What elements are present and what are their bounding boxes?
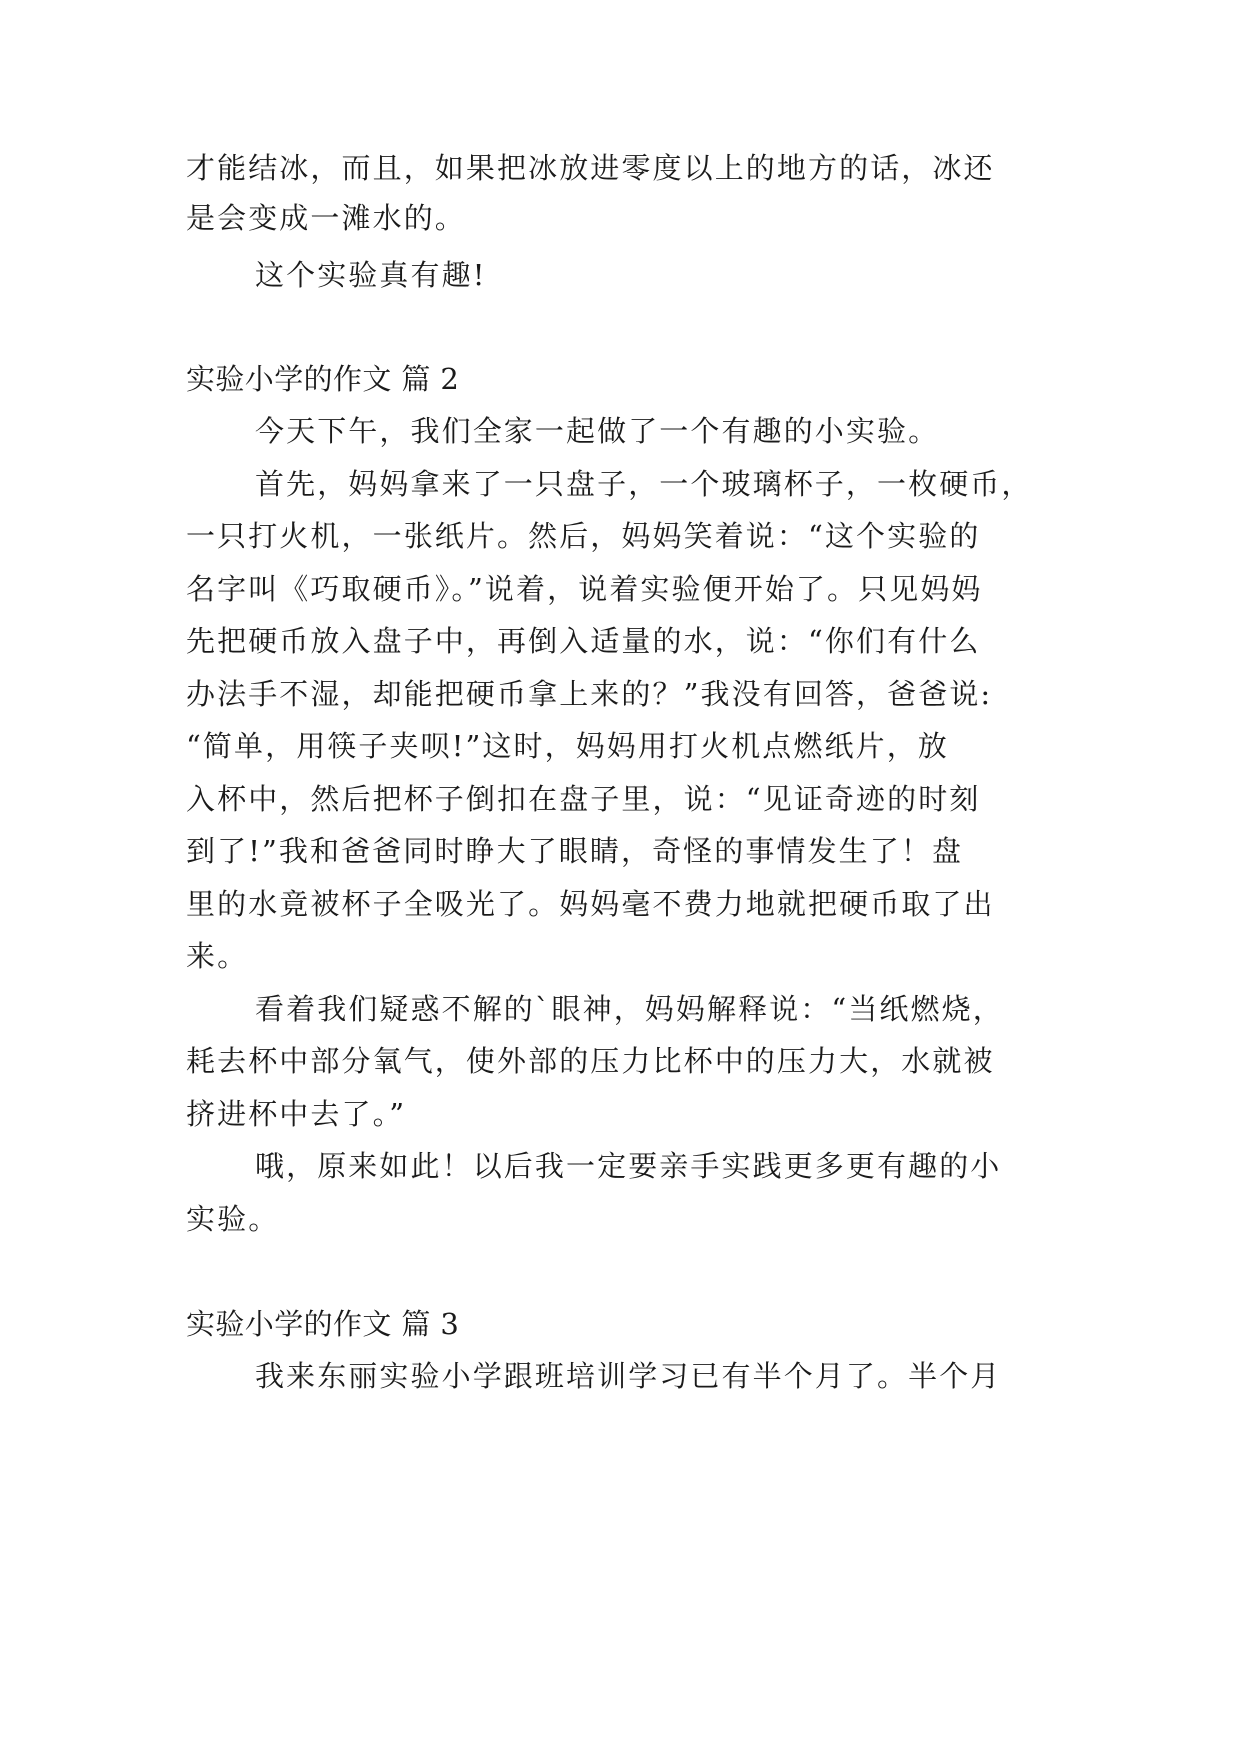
section-3-paragraph-1: 我来东丽实验小学跟班培训学习已有半个月了。半个月 [255,1359,1002,1393]
section-2-paragraph-4-line: 哦，原来如此！以后我一定要亲手实践更多更有趣的小 [255,1149,1002,1183]
section-2-paragraph-3-line: 耗去杯中部分氧气，使外部的压力比杯中的压力大，水就被 [186,1044,995,1078]
section-2-paragraph-3-line: 看着我们疑惑不解的`眼神，妈妈解释说：“当纸燃烧， [255,992,1004,1026]
section-2-paragraph-2-line: 先把硬币放入盘子中，再倒入适量的水，说：“你们有什么 [186,624,981,658]
intro-closing: 这个实验真有趣! [255,258,487,292]
section-2-paragraph-1: 今天下午，我们全家一起做了一个有趣的小实验。 [255,414,940,448]
section-2-paragraph-2-line: 办法手不湿，却能把硬币拿上来的？”我没有回答，爸爸说: [186,677,993,711]
section-2-paragraph-2-line: 一只打火机，一张纸片。然后，妈妈笑着说：“这个实验的 [186,519,981,553]
intro-line-2: 是会变成一滩水的。 [186,201,466,235]
intro-line-1: 才能结冰，而且，如果把冰放进零度以上的地方的话，冰还 [186,151,995,185]
section-2-paragraph-2-line: 入杯中，然后把杯子倒扣在盘子里，说：“见证奇迹的时刻 [186,782,981,816]
section-2-paragraph-2-line: “简单，用筷子夹呗!”这时，妈妈用打火机点燃纸片，放 [186,729,949,763]
section-2-paragraph-2-line: 首先，妈妈拿来了一只盘子，一个玻璃杯子，一枚硬币， [255,467,1033,501]
section-2-paragraph-2-line: 名字叫《巧取硬币》。”说着，说着实验便开始了。只见妈妈 [186,572,983,606]
section-2-heading: 实验小学的作文 篇 2 [186,362,460,396]
section-2-paragraph-2-line: 里的水竟被杯子全吸光了。妈妈毫不费力地就把硬币取了出 [186,887,995,921]
section-2-paragraph-2-line: 到了!”我和爸爸同时睁大了眼睛，奇怪的事情发生了！盘 [186,834,964,868]
section-2-paragraph-4-line: 实验。 [186,1202,280,1236]
section-3-heading: 实验小学的作文 篇 3 [186,1307,460,1341]
section-2-paragraph-3-line: 挤进杯中去了。” [186,1097,407,1131]
section-2-paragraph-2-line: 来。 [186,939,249,973]
